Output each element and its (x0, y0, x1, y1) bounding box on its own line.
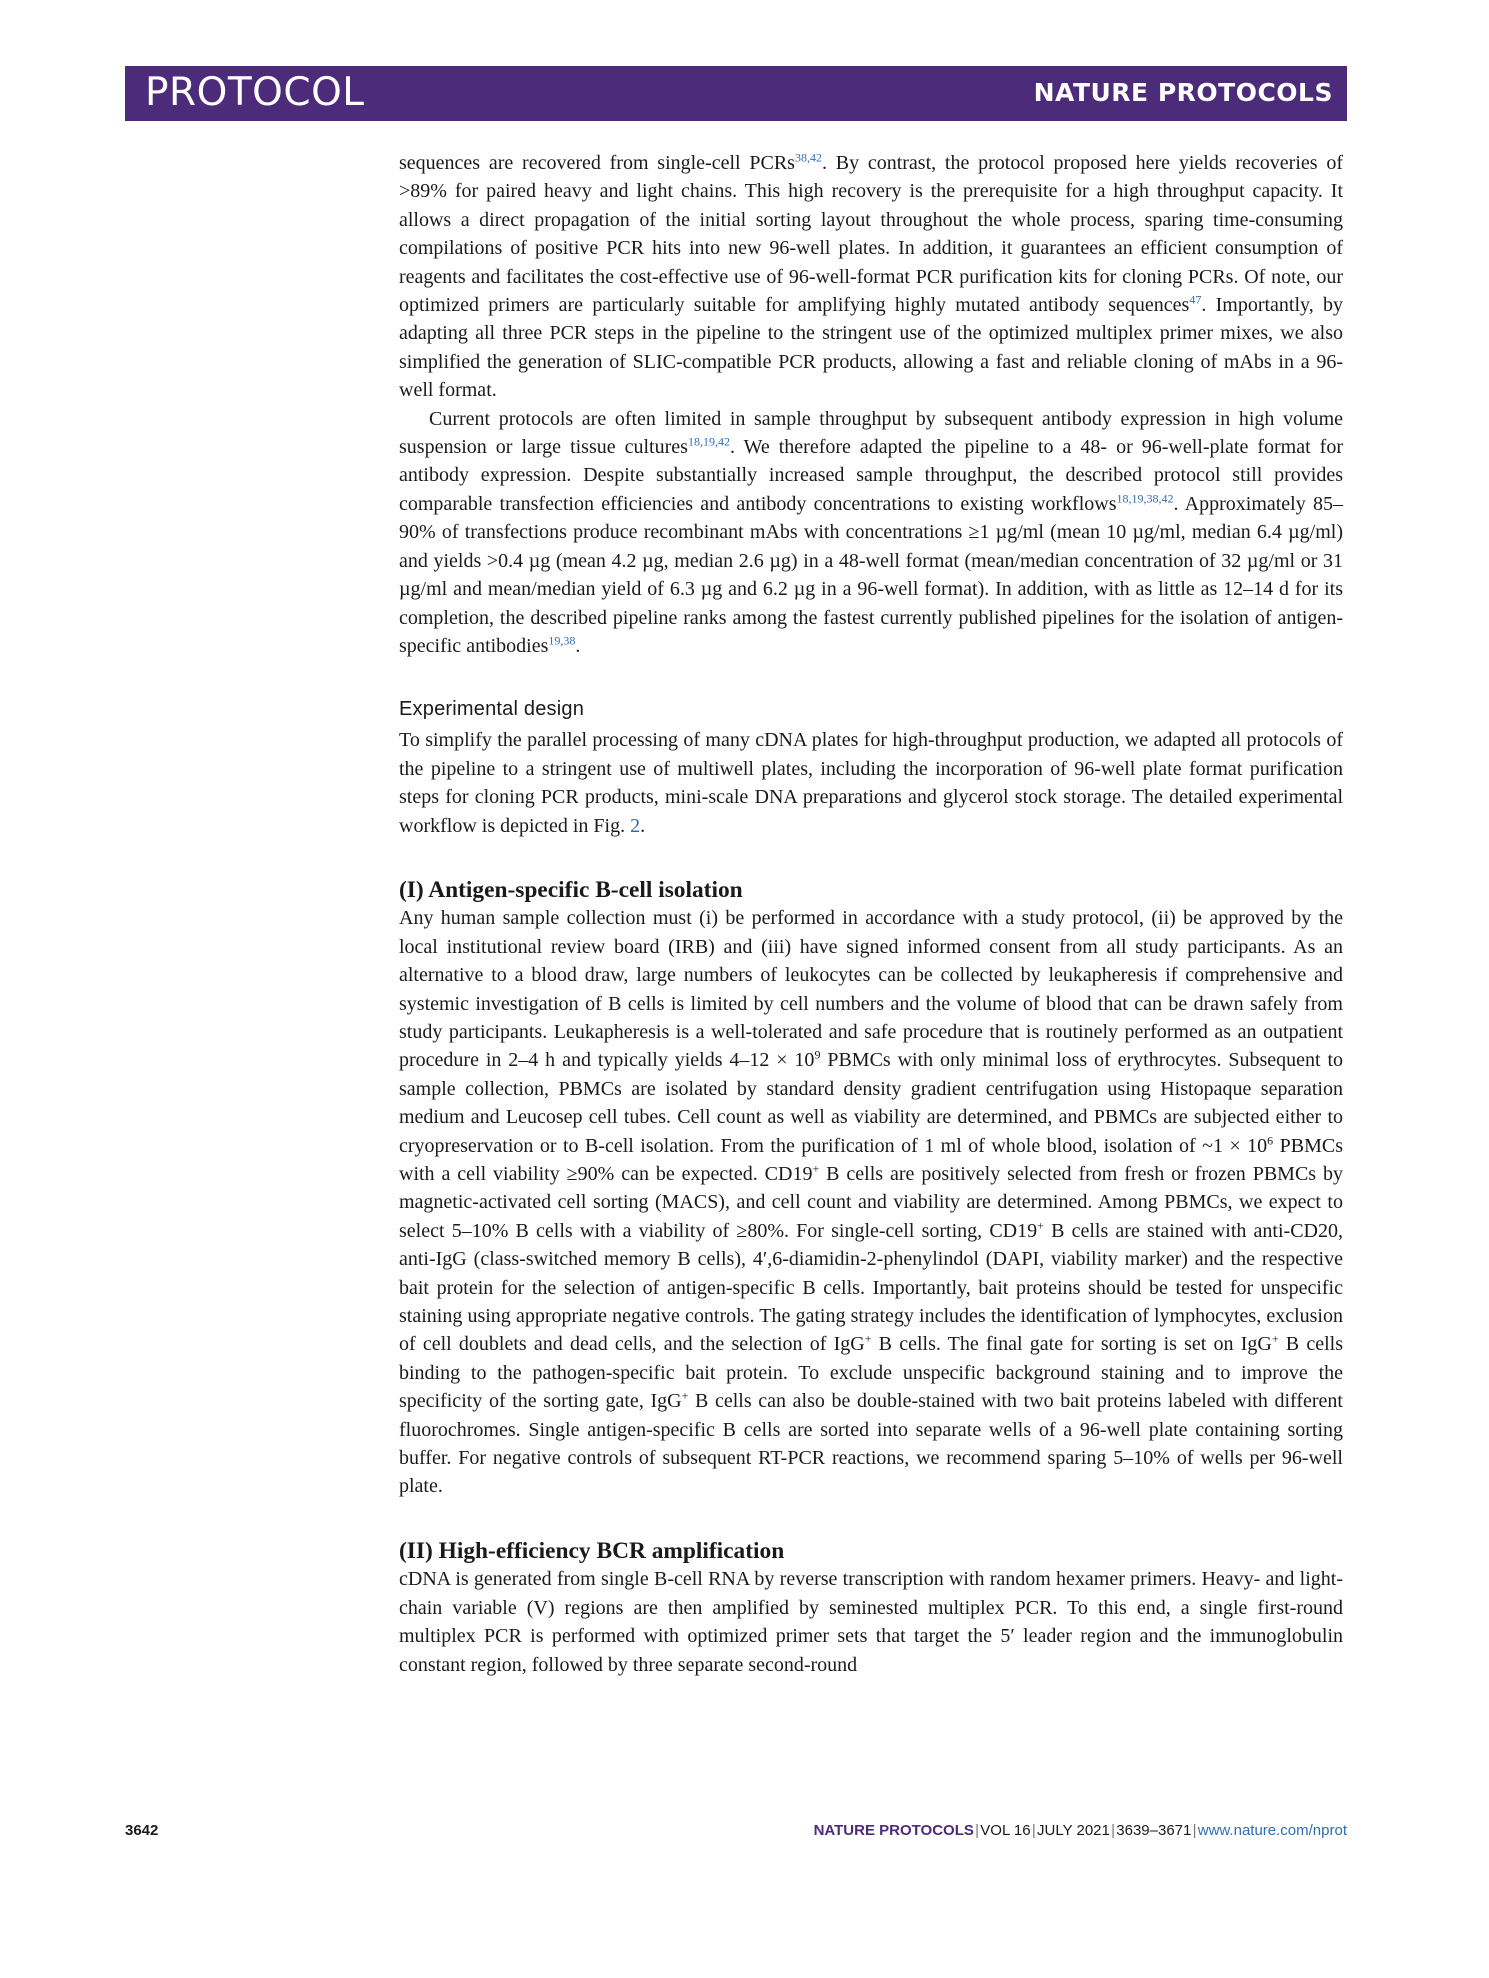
section-label: PROTOCOL (145, 70, 365, 115)
footer-volume: VOL 16 (980, 1822, 1031, 1839)
text: . (575, 634, 581, 657)
paragraph-2 (399, 405, 1343, 661)
text: B cells binding to the pathogen-specific bait protein. To exclude unspecific background staining and to improve the specificity of the sorting gate, IgG (399, 1333, 1343, 1413)
text: B cells are stained with anti-CD20, anti-IgG (class-switched memory B cells), 4′,6-diamidin-2-phenylindol (DAPI, viability marker) and the respective bait protein for the selection of antigen-specific B cells. Importantly, bait proteins should be tested for unspecific staining using appropriate negative controls. The gating strategy includes the identification of lymphocytes, exclusion of cell doublets and dead cells, and the selection of IgG (399, 1219, 1343, 1356)
text: To simplify the parallel processing of many cDNA plates for high-throughput production, we adapted all protocols of the pipeline to a stringent use of multiwell plates, including the incorporation of 96-well plate format purification steps for cloning PCR products, mini-scale DNA preparations and glycerol stock storage. The detailed experimental workflow is depicted in Fig. (399, 729, 1343, 837)
text: Current protocols are often limited in sample throughput by subsequent antibody expression in high volume suspension or large tissue cultures (399, 407, 1343, 459)
superscript: 9 (814, 1047, 821, 1062)
superscript: + (1271, 1331, 1279, 1346)
paragraph-5 (399, 1565, 1343, 1679)
citation-link[interactable]: 18,19,42 (687, 434, 730, 449)
text: . Approximately 85–90% of transfections produce recombinant mAbs with concentrations ≥1 µg/ml (mean 10 µg/ml, median 6.4 µg/ml) and yields >0.4 µg (mean 4.2 µg, median 2.6 µg) in a 48-well format (mean/median concentration of 32 µg/ml or 31 µg/ml and mean/median yield of 6.3 µg and 6.2 µg in a 96-well format). In addition, with as little as 12–14 d for its completion, the described pipeline ranks among the fastest currently published pipelines for the isolation of antigen-specific antibodies (399, 492, 1344, 657)
subsection-heading-b-cell-isolation: (I) Antigen-specific B-cell isolation (399, 876, 743, 903)
text: sequences are recovered from single-cell PCRs (399, 152, 795, 174)
figure-link[interactable]: 2 (630, 814, 641, 837)
citation-link[interactable]: 18,19,38,42 (1116, 491, 1174, 506)
journal-url-link[interactable]: www.nature.com/nprot (1197, 1822, 1347, 1839)
text: Any human sample collection must (i) be performed in accordance with a study protocol, (ii) be approved by the local institutional review board (IRB) and (iii) have signed informed consent from all study participants. As an alternative to a blood draw, large numbers of leukocytes can be collected by leukapheresis if comprehensive and systemic investigation of B cells is limited by cell numbers and the volume of blood that can be drawn safely from study participants. Leukapheresis is a well-tolerated and safe procedure that is routinely performed as an outpatient procedure in 2–4 h and typically yields 4–12 × 10 (399, 907, 1343, 1072)
page-number: 3642 (125, 1822, 159, 1839)
superscript: + (681, 1388, 689, 1403)
superscript: + (1037, 1218, 1044, 1233)
text: B cells can also be double-stained with two bait proteins labeled with different fluorochromes. Single antigen-specific B cells are sorted into separate wells of a 96-well plate containing sorting buffer. For negative controls of subsequent RT-PCR reactions, we recommend sparing 5–10% of wells per 96-well plate. (399, 1390, 1343, 1498)
section-heading-experimental-design: Experimental design (399, 698, 585, 721)
text: cDNA is generated from single B-cell RNA by reverse transcription with random hexamer primers. Heavy- and light-chain variable (V) regions are then amplified by seminested multiplex PCR. To this end, a single first-round multiplex PCR is performed with optimized primer sets that target the 5′ leader region and the immunoglobulin constant region, followed by three separate second-round (399, 1568, 1343, 1676)
superscript: 6 (1267, 1132, 1274, 1147)
header-bar (125, 66, 1347, 121)
journal-label: NATURE PROTOCOLS (1033, 78, 1333, 107)
paragraph-4 (399, 904, 1343, 1501)
subsection-heading-bcr-amplification: (II) High-efficiency BCR amplification (399, 1537, 785, 1564)
text: B cells are positively selected from fresh or frozen PBMCs by magnetic-activated cell sorting (MACS), and cell count and viability are determined. Among PBMCs, we expect to select 5–10% B cells with a viability of ≥80%. For single-cell sorting, CD19 (399, 1163, 1344, 1242)
citation-link[interactable]: 38,42 (794, 150, 822, 165)
text: . Importantly, by adapting all three PCR steps in the pipeline to the stringent use of the optimized multiplex primer mixes, we also simplified the generation of SLIC-compatible PCR products, allowing a fast and reliable cloning of mAbs in a 96-well format. (399, 294, 1344, 402)
text: . By contrast, the protocol proposed here yields recoveries of >89% for paired heavy and light chains. This high recovery is the prerequisite for a high throughput capacity. It allows a direct propagation of the initial sorting layout throughout the whole process, sparing time-consuming compilations of positive PCR hits into new 96-well plates. In addition, it guarantees an efficient consumption of reagents and facilitates the cost-effective use of 96-well-format PCR purification kits for cloning PCRs. Of note, our optimized primers are particularly suitable for amplifying highly mutated antibody sequences (399, 152, 1343, 317)
footer-journal-name: NATURE PROTOCOLS (813, 1822, 974, 1839)
footer-pages: 3639–3671 (1116, 1822, 1192, 1839)
text: PBMCs with a cell viability ≥90% can be expected. CD19 (399, 1134, 1343, 1185)
paragraph-1 (399, 149, 1343, 405)
text: . (640, 814, 646, 837)
page-footer (125, 1822, 1347, 1846)
text: . We therefore adapted the pipeline to a 48- or 96-well-plate format for antibody expression. Despite substantially increased sample throughput, the described protocol still provides comparable transfection efficiencies and antibody concentrations to existing workflows (399, 436, 1343, 515)
superscript: + (812, 1161, 820, 1176)
text: B cells. The final gate for sorting is set on IgG (871, 1333, 1272, 1356)
citation-link[interactable]: 19,38 (548, 633, 576, 648)
citation-link[interactable]: 47 (1189, 292, 1202, 307)
superscript: + (864, 1331, 872, 1346)
citation-info: NATURE PROTOCOLS | VOL 16 | JULY 2021 | 3639–3671 | www.nature.com/nprot (813, 1822, 1347, 1839)
paragraph-3 (399, 726, 1343, 840)
footer-date: JULY 2021 (1037, 1822, 1110, 1839)
article-body (399, 149, 1343, 1679)
text: PBMCs with only minimal loss of erythrocytes. Subsequent to sample collection, PBMCs are isolated by standard density gradient centrifugation using Histopaque separation medium and Leucosep cell tubes. Cell count as well as viability are determined, and PBMCs are subjected either to cryopreservation or to B-cell isolation. From the purification of 1 ml of whole blood, isolation of ~1 × 10 (399, 1049, 1343, 1157)
